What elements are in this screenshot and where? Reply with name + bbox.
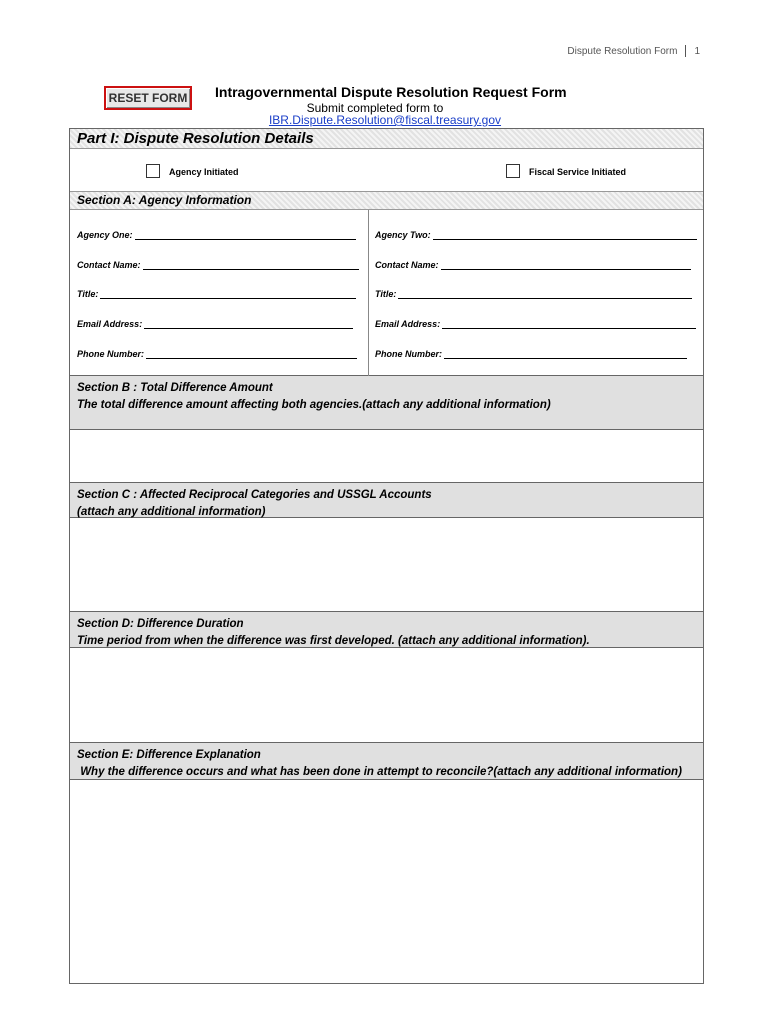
sectionD-input-area[interactable] xyxy=(70,648,703,743)
header-divider xyxy=(685,45,686,57)
reset-form-button[interactable]: RESET FORM xyxy=(104,86,192,110)
fiscal-service-initiated-checkbox[interactable] xyxy=(506,164,520,178)
sectionE-input-area[interactable] xyxy=(70,780,703,983)
phone-number-two-field[interactable]: Phone Number: xyxy=(375,349,687,359)
sectionD-heading: Section D: Difference Duration Time period from when the difference was first developed. (attach any additional information). xyxy=(70,612,703,648)
page-number: 1 xyxy=(694,45,700,57)
contact-name-two-field[interactable]: Contact Name: xyxy=(375,260,691,270)
phone-number-one-field[interactable]: Phone Number: xyxy=(77,349,357,359)
form-title: Intragovernmental Dispute Resolution Request Form xyxy=(215,84,567,100)
title-two-field[interactable]: Title: xyxy=(375,289,692,299)
agency-two-field[interactable]: Agency Two: xyxy=(375,230,697,240)
document-name: Dispute Resolution Form xyxy=(567,45,678,57)
email-address-one-field[interactable]: Email Address: xyxy=(77,319,353,329)
sectionA-heading: Section A: Agency Information xyxy=(70,191,703,210)
sectionC-heading: Section C : Affected Reciprocal Categories and USSGL Accounts (attach any additional information) xyxy=(70,483,703,518)
agency-initiated-checkbox[interactable] xyxy=(146,164,160,178)
submission-email-link[interactable]: IBR.Dispute.Resolution@fiscal.treasury.gov xyxy=(268,113,502,127)
sectionB-input-area[interactable] xyxy=(70,430,703,483)
sectionA-body xyxy=(70,210,703,376)
sectionC-input-area[interactable] xyxy=(70,518,703,612)
part1-heading: Part I: Dispute Resolution Details xyxy=(70,129,703,149)
initiator-row xyxy=(70,150,703,190)
sectionE-heading: Section E: Difference Explanation Why the difference occurs and what has been done in attempt to reconcile?(attach any additional information) xyxy=(70,743,703,780)
submit-instruction: Submit completed form to xyxy=(306,101,444,115)
page-header xyxy=(520,44,700,58)
agency-column-divider xyxy=(368,210,369,376)
fiscal-service-initiated-label: Fiscal Service Initiated xyxy=(529,167,627,177)
sectionB-heading: Section B : Total Difference Amount The total difference amount affecting both agencies.(attach any additional information) xyxy=(70,376,703,430)
title-one-field[interactable]: Title: xyxy=(77,289,356,299)
agency-one-field[interactable]: Agency One: xyxy=(77,230,356,240)
email-address-two-field[interactable]: Email Address: xyxy=(375,319,696,329)
agency-initiated-label: Agency Initiated xyxy=(169,167,239,177)
contact-name-one-field[interactable]: Contact Name: xyxy=(77,260,359,270)
